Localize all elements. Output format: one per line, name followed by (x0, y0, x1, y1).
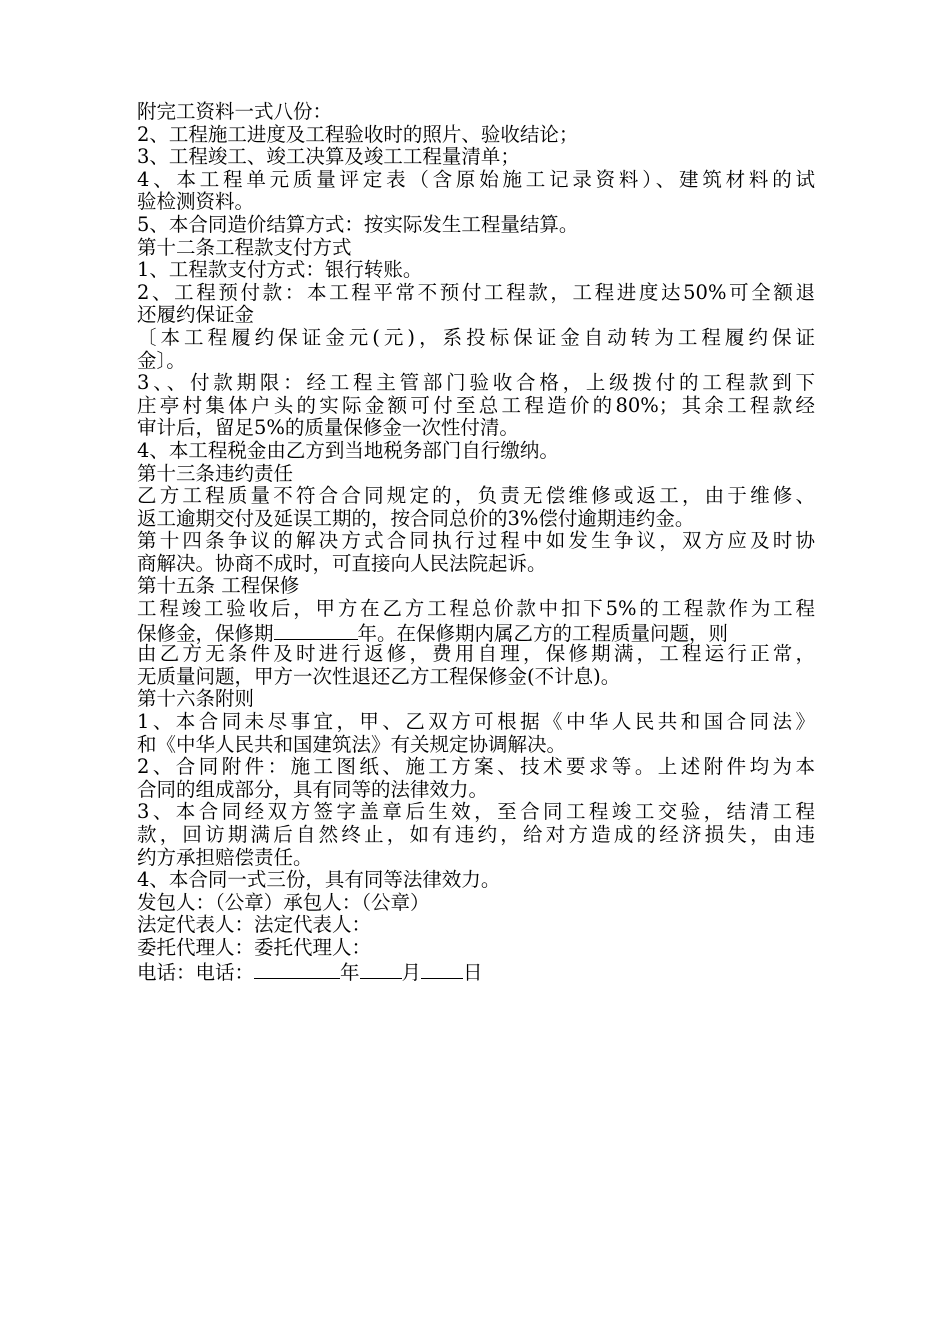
text-line: 金〕。 (137, 348, 186, 372)
text-line: 3、工程竣工、竣工决算及竣工工程量清单； (137, 145, 520, 169)
authorized-agent-line: 委托代理人：委托代理人： (137, 935, 372, 959)
text-line: 乙方工程质量不符合合同规定的，负责无偿维修或返工，由于维修、 (137, 484, 815, 508)
text-line: 和《中华人民共和国建筑法》有关规定协调解决。 (137, 732, 567, 756)
text-line: 验检测资料。 (137, 190, 255, 214)
text-line: 4、本工程单元质量评定表（含原始施工记录资料）、建筑材料的试 (137, 167, 815, 191)
year-label: 年 (340, 960, 360, 984)
text-line: 约方承担赔偿责任。 (137, 845, 313, 869)
text-line: 商解决。协商不成时，可直接向人民法院起诉。 (137, 551, 547, 575)
text-line: 审计后，留足5%的质量保修金一次性付清。 (137, 416, 519, 440)
month-blank[interactable] (360, 960, 402, 979)
text-line: 由乙方无条件及时进行返修，费用自理，保修期满，工程运行正常， (137, 642, 815, 666)
section-heading-15: 第十五条 工程保修 (137, 574, 300, 598)
text-line: 工程竣工验收后，甲方在乙方工程总价款中扣下5%的工程款作为工程 (137, 597, 815, 621)
text-line: 1、本合同未尽事宜，甲、乙双方可根据《中华人民共和国合同法》 (137, 710, 815, 734)
text-line: 返工逾期交付及延误工期的，按合同总价的3%偿付逾期违约金。 (137, 506, 695, 530)
phone-label: 电话：电话： (137, 960, 255, 984)
text-line: 无质量问题，甲方一次性退还乙方工程保修金(不计息)。 (137, 664, 621, 688)
warranty-period-line (137, 621, 815, 644)
text-line: 还履约保证金 (137, 303, 255, 327)
text-line: 2、工程预付款：本工程平常不预付工程款，工程进度达50%可全额退 (137, 280, 815, 304)
text-line: 款，回访期满后自然终止，如有违约，给对方造成的经济损失，由违 (137, 823, 815, 846)
legal-representative-line: 法定代表人：法定代表人： (137, 913, 372, 937)
section-heading-13: 第十三条违约责任 (137, 461, 294, 485)
text-line: 1、工程款支付方式：银行转账。 (137, 258, 423, 282)
text-line: 3、本合同经双方签字盖章后生效，至合同工程竣工交验，结清工程 (137, 800, 815, 824)
year-blank[interactable] (254, 960, 340, 979)
warranty-text-before: 保修金，保修期 (137, 621, 274, 645)
day-label: 日 (463, 960, 483, 984)
signature-party-line: 发包人：（公章）承包人：（公章） (137, 890, 430, 914)
section-heading-16: 第十六条附则 (137, 687, 255, 711)
text-line: 5、本合同造价结算方式：按实际发生工程量结算。 (137, 212, 579, 236)
phone-date-line (137, 960, 815, 983)
text-line: 2、合同附件：施工图纸、施工方案、技术要求等。上述附件均为本 (137, 755, 815, 779)
day-blank[interactable] (421, 960, 463, 979)
text-line: 4、本合同一式三份，具有同等法律效力。 (137, 868, 501, 892)
text-line: 第十四条争议的解决方式合同执行过程中如发生争议，双方应及时协 (137, 529, 815, 553)
text-line: 2、工程施工进度及工程验收时的照片、验收结论； (137, 122, 579, 146)
warranty-period-blank[interactable] (274, 621, 358, 640)
month-label: 月 (401, 960, 422, 984)
text-line: 4、本工程税金由乙方到当地税务部门自行缴纳。 (137, 438, 559, 462)
text-line: 附完工资料一式八份： (137, 100, 333, 123)
text-line: 合同的组成部分，具有同等的法律效力。 (137, 777, 489, 801)
contract-document (137, 101, 815, 982)
text-line: 〔本工程履约保证金元(元)，系投标保证金自动转为工程履约保证 (137, 325, 815, 349)
warranty-text-after: 年。在保修期内属乙方的工程质量问题，则 (357, 621, 729, 645)
text-line: 庄亭村集体户头的实际金额可付至总工程造价的80%；其余工程款经 (137, 393, 815, 417)
section-heading-12: 第十二条工程款支付方式 (137, 235, 352, 259)
text-line: 3、、付款期限：经工程主管部门验收合格，上级拨付的工程款到下 (137, 371, 815, 395)
